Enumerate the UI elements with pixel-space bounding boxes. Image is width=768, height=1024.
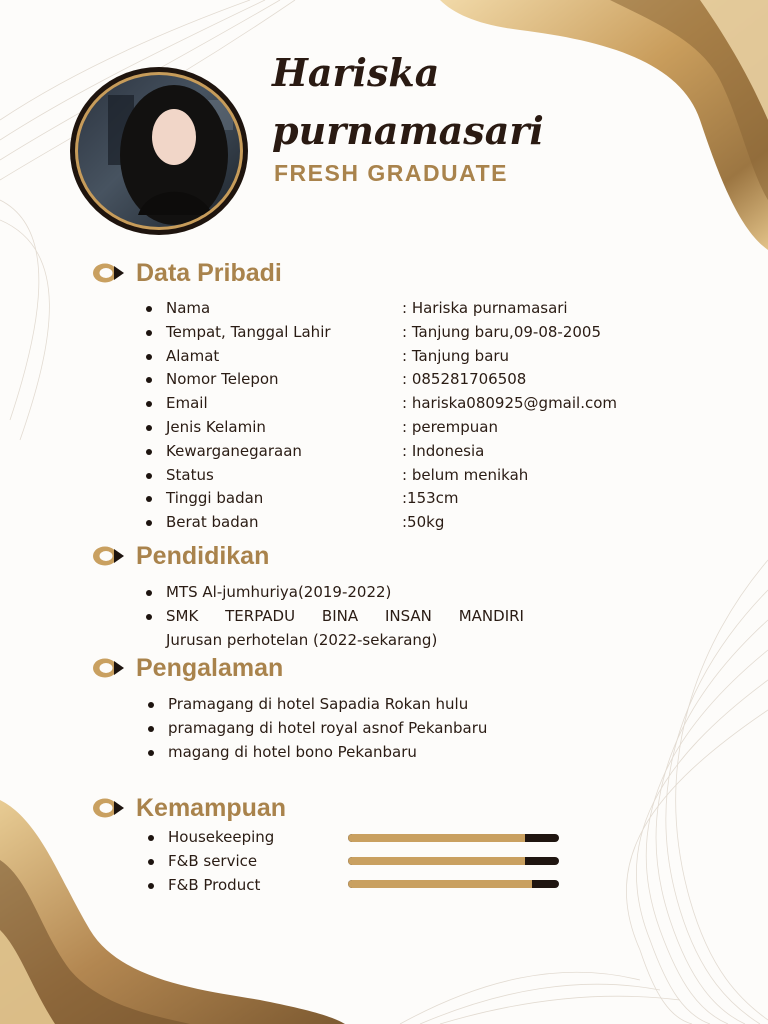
section-heading-education <box>92 541 269 571</box>
list-item: Tempat, Tanggal Lahir : Tanjung baru,09-08-2005 <box>146 321 617 345</box>
skill-item: Housekeeping <box>148 826 274 850</box>
list-item: Pramagang di hotel Sapadia Rokan hulu <box>148 693 487 717</box>
gold-pill-arrow-icon <box>92 544 126 568</box>
candidate-name <box>272 44 572 160</box>
list-item: Berat badan :50kg <box>146 511 617 535</box>
skill-level-fill <box>348 880 532 888</box>
section-heading-personal <box>92 258 282 288</box>
skill-level-bar <box>348 857 559 865</box>
person-silhouette-icon <box>78 75 240 227</box>
gold-pill-arrow-icon <box>92 261 126 285</box>
gold-pill-arrow-icon <box>92 796 126 820</box>
section-title-education: Pendidikan <box>136 541 270 570</box>
name-line-2: purnamasari <box>272 108 544 153</box>
list-item: pramagang di hotel royal asnof Pekanbaru <box>148 717 487 741</box>
skill-item: F&B service <box>148 850 274 874</box>
section-title-skills: Kemampuan <box>136 793 287 822</box>
skill-level-fill <box>348 857 525 865</box>
list-item: Email : hariska080925@gmail.com <box>146 392 617 416</box>
skills-list <box>148 826 274 897</box>
education-item-2-line-1: SMK TERPADU BINA INSAN MANDIRI <box>166 606 524 625</box>
list-item: magang di hotel bono Pekanbaru <box>148 741 487 765</box>
list-item: Nama : Hariska purnamasari <box>146 297 617 321</box>
section-heading-experience <box>92 653 283 683</box>
skill-level-bar <box>348 880 559 888</box>
list-item: MTS Al-jumhuriya(2019-2022) <box>146 581 524 605</box>
personal-data-list <box>146 297 617 535</box>
list-item: Tinggi badan :153cm <box>146 487 617 511</box>
skill-level-fill <box>348 834 525 842</box>
education-list <box>146 581 524 652</box>
profile-photo-frame <box>70 67 248 235</box>
list-item: Nomor Telepon : 085281706508 <box>146 368 617 392</box>
list-item: Kewarganegaraan : Indonesia <box>146 440 617 464</box>
education-item-2-line-2: Jurusan perhotelan (2022-sekarang) <box>166 630 438 649</box>
list-item: Alamat : Tanjung baru <box>146 345 617 369</box>
skill-level-bar <box>348 834 559 842</box>
section-heading-skills <box>92 793 286 823</box>
gold-pill-arrow-icon <box>92 656 126 680</box>
experience-list <box>148 693 487 764</box>
list-item: Jenis Kelamin : perempuan <box>146 416 617 440</box>
list-item <box>146 605 524 629</box>
section-title-personal: Data Pribadi <box>136 258 282 287</box>
section-title-experience: Pengalaman <box>136 653 284 682</box>
skill-item: F&B Product <box>148 874 274 898</box>
profile-photo <box>75 72 243 230</box>
name-line-1: Hariska <box>272 50 440 95</box>
job-title: FRESH GRADUATE <box>274 160 508 186</box>
list-item: Status : belum menikah <box>146 464 617 488</box>
